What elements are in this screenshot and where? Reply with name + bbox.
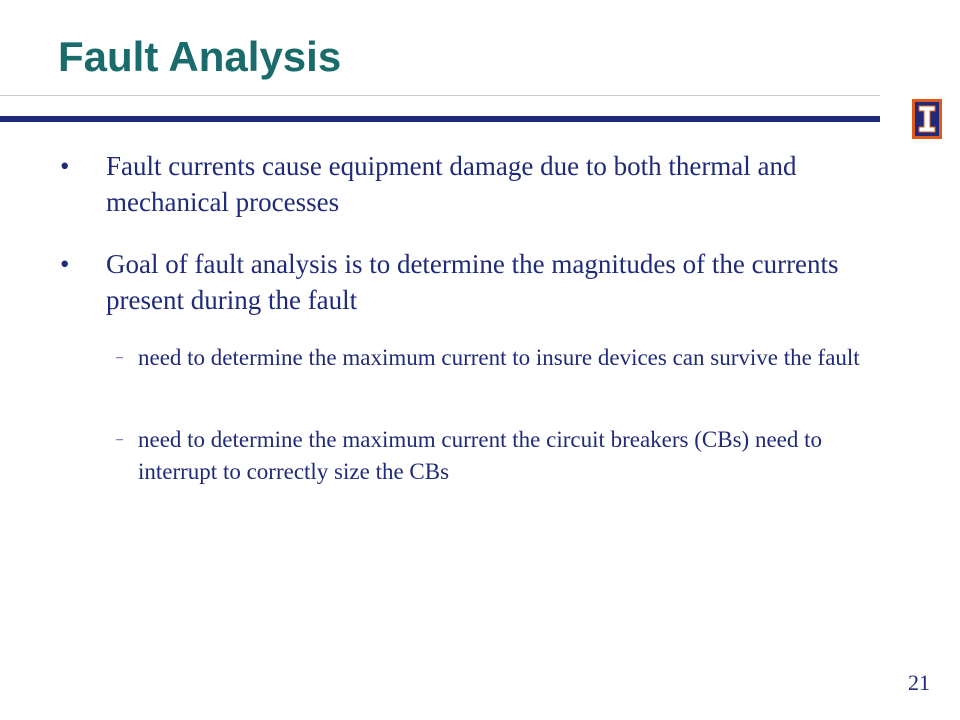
- sub-bullet-text: need to determine the maximum current the circuit breakers (CBs) need to interrupt to correctly size the CBs: [138, 427, 823, 484]
- bullet-marker: •: [60, 249, 70, 279]
- block-i-logo-icon: [912, 99, 942, 139]
- bullet-item: [60, 246, 886, 318]
- sub-bullet-text: need to determine the maximum current to insure devices can survive the fault: [138, 345, 860, 370]
- header-rule: [0, 116, 880, 122]
- sub-bullet-marker: –: [116, 350, 123, 365]
- bullet-text: Goal of fault analysis is to determine the magnitudes of the currents present during the fault: [106, 249, 839, 315]
- bullet-item: [60, 148, 886, 220]
- sub-bullet-item: [116, 424, 898, 488]
- sub-bullet-marker: –: [116, 432, 123, 447]
- bullet-marker: •: [60, 151, 70, 181]
- page-number: 21: [908, 670, 930, 695]
- bullet-text: Fault currents cause equipment damage due to both thermal and mechanical processes: [106, 151, 797, 217]
- sub-bullet-item: [116, 342, 898, 374]
- slide-title: Fault Analysis: [58, 33, 342, 80]
- header-rule-thin: [0, 95, 880, 96]
